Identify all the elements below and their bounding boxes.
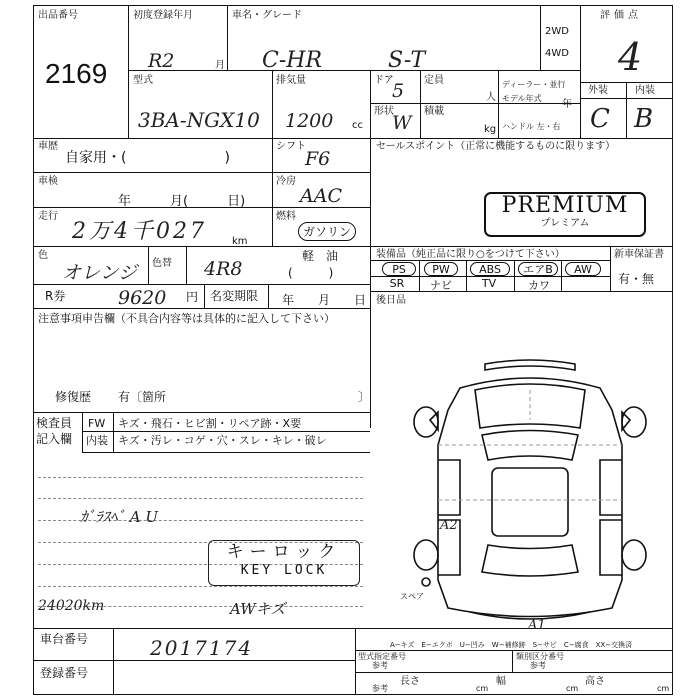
lot-label: 出品番号 <box>38 10 78 21</box>
height-label: 高さ <box>585 676 605 687</box>
sales-point-label: セールスポイント（正常に機能するものに限ります） <box>376 141 616 152</box>
km-unit: km <box>232 236 248 247</box>
damage-mark-a2: A2 <box>440 518 458 533</box>
warranty-label: 新車保証書 <box>614 249 664 260</box>
inspector-label-2: 記入欄 <box>36 432 73 446</box>
load-unit: kg <box>484 124 497 135</box>
car-diagram <box>400 350 660 635</box>
history-label: 車歴 <box>38 141 58 152</box>
repair-label: 修復歴 <box>55 390 92 404</box>
color-change-label: 色替 <box>152 258 172 269</box>
model-year-mark: 年 <box>562 99 572 110</box>
int-score: B <box>634 104 654 134</box>
equip-ps: PS <box>382 262 416 276</box>
key-lock-jp: キーロック <box>226 542 342 562</box>
equip-pw: PW <box>424 262 458 276</box>
aircon: AAC <box>300 185 342 207</box>
fuel-paren: ( ) <box>288 266 334 280</box>
notes-label: 注意事項申告欄（不具合内容等は具体的に記入して下さい） <box>38 312 335 325</box>
first-reg-label: 初度登録年月 <box>133 10 193 21</box>
transfer-date: 年 月 日 <box>282 293 367 307</box>
equip-aw: AW <box>565 262 601 276</box>
mileage: 2万4千027 <box>72 219 207 244</box>
after-equipment-label: 後日品 <box>376 295 406 306</box>
mileage-label: 走行 <box>38 211 58 222</box>
key-lock-stamp <box>208 540 360 586</box>
inspection-date: 年 月( 日) <box>118 194 246 209</box>
registration-label: 登録番号 <box>40 666 89 680</box>
yen-unit: 円 <box>186 290 199 304</box>
color: オレンジ <box>62 262 138 284</box>
key-lock-en: KEY LOCK <box>240 563 328 578</box>
length-label: 長さ <box>400 676 420 687</box>
premium-text: PREMIUM <box>501 193 629 218</box>
chassis-number: 2017174 <box>150 636 254 660</box>
width-cm: cm <box>566 684 579 693</box>
transfer-label: 名変期限 <box>210 289 259 303</box>
int-label: 内装 <box>86 434 108 447</box>
remark-line-2: 24020km <box>38 598 105 614</box>
shift-label: シフト <box>276 141 306 152</box>
doors-label: ドア <box>374 75 394 86</box>
equip-airbag: エアB <box>518 262 558 276</box>
color-label: 色 <box>38 250 48 261</box>
model-name-label: 車名・グレード <box>232 10 302 21</box>
fuel-label: 燃料 <box>276 211 296 222</box>
grade: S-T <box>388 48 426 73</box>
fuel-diesel: 軽 油 <box>302 249 339 263</box>
length-cm: cm <box>476 684 489 693</box>
damage-legend: A−キズ E−エクボ U−凹み W−補修跡 S−サビ C−腐食 XX−交換済 <box>390 641 633 649</box>
first-reg-month: 月 <box>215 60 225 71</box>
capacity-label: 定員 <box>424 75 444 86</box>
premium-sub: プレミアム <box>540 218 590 229</box>
classification-label: 類別区分番号 <box>516 652 564 661</box>
fw-label: FW <box>88 417 106 430</box>
displacement-label: 排気量 <box>276 75 306 86</box>
remark-line-3: AWキズ <box>230 600 286 618</box>
premium-badge <box>484 192 646 237</box>
handle-label: ハンドル 左・右 <box>502 122 561 131</box>
type-code-label: 型式 <box>133 75 153 86</box>
shape: W <box>392 112 412 134</box>
displacement: 1200 <box>285 110 334 132</box>
equipment-label: 装備品（純正品に限り○をつけて下さい） <box>376 249 565 260</box>
doors: 5 <box>392 80 405 102</box>
shape-label: 形状 <box>374 106 394 117</box>
dealer-label: ディーラー・並行 <box>502 80 566 89</box>
remark-line-1: ｶﾞﾗｽﾍﾞ A U <box>80 508 159 526</box>
ext-score: C <box>590 104 610 134</box>
capacity-unit: 人 <box>486 92 496 103</box>
inspector-label-1: 検査員 <box>36 416 73 430</box>
first-reg-year: R2 <box>148 50 175 72</box>
equip-abs: ABS <box>470 262 510 276</box>
width-label: 幅 <box>496 676 506 687</box>
height-cm: cm <box>657 684 670 693</box>
chassis-label: 車台番号 <box>40 632 89 646</box>
ext-score-label: 外装 <box>588 85 608 96</box>
model-designation-ref: 参考 <box>372 661 388 670</box>
lot-number: 2169 <box>45 58 108 89</box>
warranty-value: 有・無 <box>618 272 655 286</box>
recycle-fee: 9620 <box>118 287 167 309</box>
overall-score: 4 <box>618 35 643 79</box>
model-designation-label: 型式指定番号 <box>358 652 406 661</box>
history-value: 自家用・( ) <box>65 150 230 166</box>
equip-tv: TV <box>481 277 497 290</box>
spare-label: スペア <box>400 592 424 601</box>
drive-4wd: 4WD <box>545 48 569 59</box>
load-label: 積載 <box>424 106 444 117</box>
length-ref: 参考 <box>372 684 388 693</box>
int-score-label: 内装 <box>635 85 655 96</box>
equip-sr: SR <box>389 277 405 290</box>
shift: F6 <box>305 148 331 170</box>
fuel-petrol: ガソリン <box>298 222 356 241</box>
equip-navi: ナビ <box>430 279 452 292</box>
color-code: 4R8 <box>204 258 243 280</box>
repair-close-bracket: 〕 <box>358 390 371 404</box>
aircon-label: 冷房 <box>276 176 296 187</box>
repair-value: 有〔箇所 <box>118 390 167 404</box>
inspection-label: 車検 <box>38 176 58 187</box>
fw-items: キズ・飛石・ヒビ割・リペア跡・X要 <box>118 417 302 430</box>
classification-ref: 参考 <box>530 661 546 670</box>
damage-mark-a1: A1 <box>528 618 546 633</box>
recycle-label: R券 <box>45 289 66 303</box>
score-label: 評価点 <box>600 10 642 21</box>
equip-leather: カワ <box>528 279 550 292</box>
drive-2wd: 2WD <box>545 26 569 37</box>
type-code: 3BA-NGX10 <box>138 108 260 132</box>
int-items: キズ・汚レ・コゲ・穴・スレ・キレ・破レ <box>118 434 327 447</box>
cc-unit: cc <box>352 120 363 131</box>
model-name: C-HR <box>262 48 323 73</box>
model-year-label: モデル年式 <box>502 94 542 103</box>
